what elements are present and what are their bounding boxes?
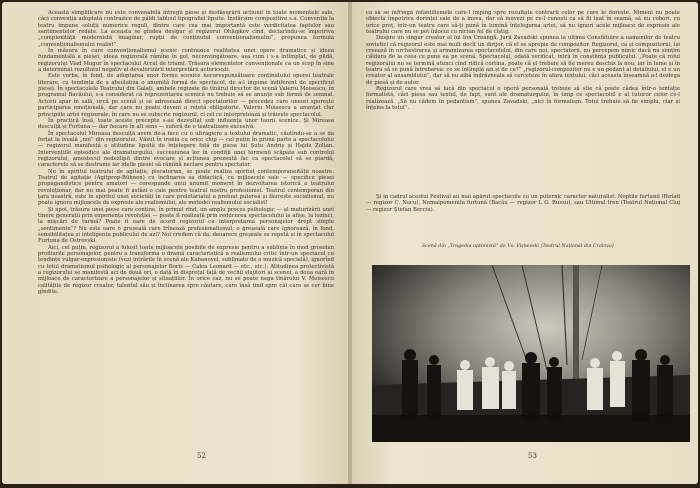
- paragraph: Aici, cel puțin, regizorul a folosit toate mijloacele posibile de expresie pentru a sublinia în mod grosolan profilurile personajelor, pentru a transforma o dramă caracteristică a realismului critic într-un spectacol cu tendințe vulgar-expresioniste (vezi intrările în scenă ale Kabanovei, sublimate de o muzică specială), ignorînd cu totul dramatismul psihologic al personajelor Boris — Calea Leonard — etc., etc.). Atitudinea protectivistă a regizorului se manifestă aci de două ori, o dată în disprețul față de vechii slujitori ai scenei, a doua oară în mijloace de caracterizare a personajelor și situațiilor. În orice caz, nu se poate nega tînărului V. Moisescu calitățile de regizor creator, talentul său și înclinarea spre căutare, care însă tind spre căi care se cer bine gîndite.: [38, 244, 334, 296]
- paragraph: Nu în spiritul teatrului de agitație, piscatorian, se poate realiza spiritul contemporaneității noastre. Teatrul de agitație (Agitprop-Bühnen) cu înclinarea sa didactică, cu mijloacele sale — specifice piesei propagandistice pentru amatori — corespunde unui anumit moment în dezvoltarea istorică a teatrului revoluționar, dar nu mai poate fi astăzi o cale pentru teatrul nostru profesionist. Teatrul contemporan din țara noastră, este în spiritul unei societăți în care proletariatul a preluat puterea și făurește socialismul, nu poate ignora mijloacele de expresie ale realismului, ale metodei realismului socialist!: [38, 168, 334, 207]
- stage-photo-drawing: [372, 265, 690, 442]
- paragraph: ca să se înfrîngă înfantilismele care-l împing spre rezultate contrarii celor pe care le dorește. Nimeni nu poate obiecta împotriva dorinței sale de a inova, dar să inovezi pe ce-l cunoști ca să fii luat în seamă, să nu cobori, cu orice preț, într-un teatru care să-ți pună în lumină înțelegerea artei, să nu ignori acele mijloace de expresie ale teatrului care nu se pot înlocui cu niciun fel de cîștig.: [366, 10, 680, 36]
- paragraph: Regizorul care vrea să facă din spectacol o operă personală trebuie să știe că poate cădea într-o tentație formalistă, căci piesa sau textul, de fapt, sunt ale dramaturgului, în timp ce spectacolul e al tuturor celor ce-l realizează. „Să nu cădem în pedantism”, spunea Zavadski, „nici în formalism. Totul trebuie să fie simplu, clar și înțeles la totul”.: [366, 86, 680, 112]
- left-page-text: [38, 10, 334, 450]
- left-page: [2, 2, 348, 484]
- right-page-text-mid: [366, 194, 680, 240]
- paragraph: Această simplificare nu este convenabilă întregii piese și desfășurării acțiunii în toate momentele sale, căci convenția adoptată contrazice de păldi tabloul tipografiei lipsite. Însfârșire compozitive s.a. Convenția la teatru impune soluții numerice reguli, dintre care cea mai importantă este verdicitatea faptelor sau sentimentelor redate. La aceasta se gîndea desigur și regizorul Ohlopkov cînd, declarîndu-se împotriva „complexității modernistă imaginar, rupții de conținutul convenționalismului”, propunea formula „convenționalismului realist”.: [38, 10, 334, 48]
- paragraph: În practică însă, toate aceste precepte s-au dezvoltat sub influența unor teorii scenice. Și Mireasa desculță și Furtuna — dar fiecare în alt sens — suferă de o teatralizare excesivă.: [38, 117, 334, 131]
- page-number-left: 52: [197, 452, 206, 460]
- paragraph: În măsura în care convenționalismul scenic contrazice realitatea unei opere dramatice și ideea fundamentală a piesei, ideea regizorală rămîne în gol, neconvingătoare, așa cum i s-a întîmplat, de pildă, regizorului Vlad Mugur în spectacolul Arcul de triumf. Trăsura elementelor convenționale ca un scop în sine a determinat rezultatul negativ al devalorizării interpretării actoricești.: [38, 48, 334, 74]
- page-number-right: 53: [528, 452, 537, 460]
- right-page-text-upper: [366, 10, 680, 178]
- paragraph: Și în cadrul acestui Festival au mai apărut spectacole cu un puternic caracter naturalist. Noptile furtunii (Bîrlad — regizor C. Nacu), Nemaipomenita furtună (Bacău — regizor I. G. Russu), sau Ultimul tren (Teatrul Național Cluj — regizor Ștefan Berciu).: [366, 194, 680, 213]
- photo-caption: Scenă din „Tragedia optimistă” de Vs. Vișnevski (Teatrul Național din Craiova): [422, 244, 614, 249]
- right-page: [352, 2, 698, 484]
- paragraph: În spectacolul Mireasa desculță avem de-a face cu o ultragiere a textului dramatic, căutîndu-se a se da forțat la iveală „noi” din regizorului. Văzut în ironia cu orice chip — cel puțin în prima parte a spectacolului — regizorul manifestă o atitudine lipsită de înțelegere față de piesa lui Șutu Andriș și Hajdu Zoltan. Intervențiile episodice ale dramaturgului, succesiunea lor în condiții unei termenii scăpate sub controlul regizorului, amestecul nedezlipit dintre evocare și acțiunea prezentă fac ca spectacolul să se piardă, caracterele să se destrame iar ideile piesei să rămînă neclare pentru spectator.: [38, 130, 334, 169]
- paragraph: Și apoi, trăsura unei piese care conține, în primul rînd, un amplu proces psihologic — al maturizării unei tinere generații prin experiența revoluției — poate fi realizată prin reducerea spectacolului la afișe, la lozinci, la mișcări de turmă? Poate fi oare de acord regizorul cu interpretarea personajelor drept simple „sentimente”? Nu este oare o greșeală care frînează profesionalismul, o greșeală care ignorează, în fond, sensibilitatea și inteligența publicului de azi? Noi credem că da, deoarece greșeala se repetă și în spectacolul Furtuna de Ostrovski.: [38, 206, 334, 245]
- paragraph: Despre un singur creator al lui Ion Creangă, Jurii Zavadski spunea la ultima Consfătuire a oamenilor de teatru sovietici că regizorul este mai mult decît un dirijor, că el se apropie de compozitor. Regizorul, ca și compozitorul, își creează în orchestrarea și armonizarea spectacolului, din care noi, spectatorii, nu percepem nimic dacă nu simțim căldura de la ceea ce pune ea pe scenă. Spectacolul, odată verificat, intră în conștiința publicului. „Poate că rolul regizorului nu se termină atunci cînd ridică cortina, poate că el trebuie să fie mereu deschis la nou, iar în lume și în teatru să se pună întrebarea: ce se întîmplă azi și de ce?” „regizorul-compozitor nu e un pedant al detaliului, el e un creator al ansamblului”, dar să nu aibă îndrăzneala să cerceteze în afara textului, căci aceasta înseamnă a-l dezlega de piesă și de autor.: [366, 35, 680, 86]
- stage-photo: [372, 265, 690, 442]
- book-spread: [2, 2, 698, 484]
- paragraph: Este vorba, în fond, de adoptarea unor forme scenice necorespunzătoare conținutului operei teatrale literare, cu tendința de a absolutiza o anumită formă de spectacol, de a-l impune indiferent de specificul piesei. În spectacolele Teatrului din Galați, ambele regizate de tînărul director de scenă Valeriu Moisescu, în programul Bacăului, s-a considerat că reprezentarea scenică nu trebuie să se anunțe sub formă de semnal. Actorii apar în sală, urcă pe scenă și se adresează direct spectatorilor — procedeu care uneori sporește participarea emoțională, dar care nu poate deveni o rețetă obligatorie. Valeriu Moisescu a anunțat clar principiile artei regizorale, în care nu se subscrie regizorul, ci cel ce interpretează și trăiește spectacolul.: [38, 73, 334, 118]
